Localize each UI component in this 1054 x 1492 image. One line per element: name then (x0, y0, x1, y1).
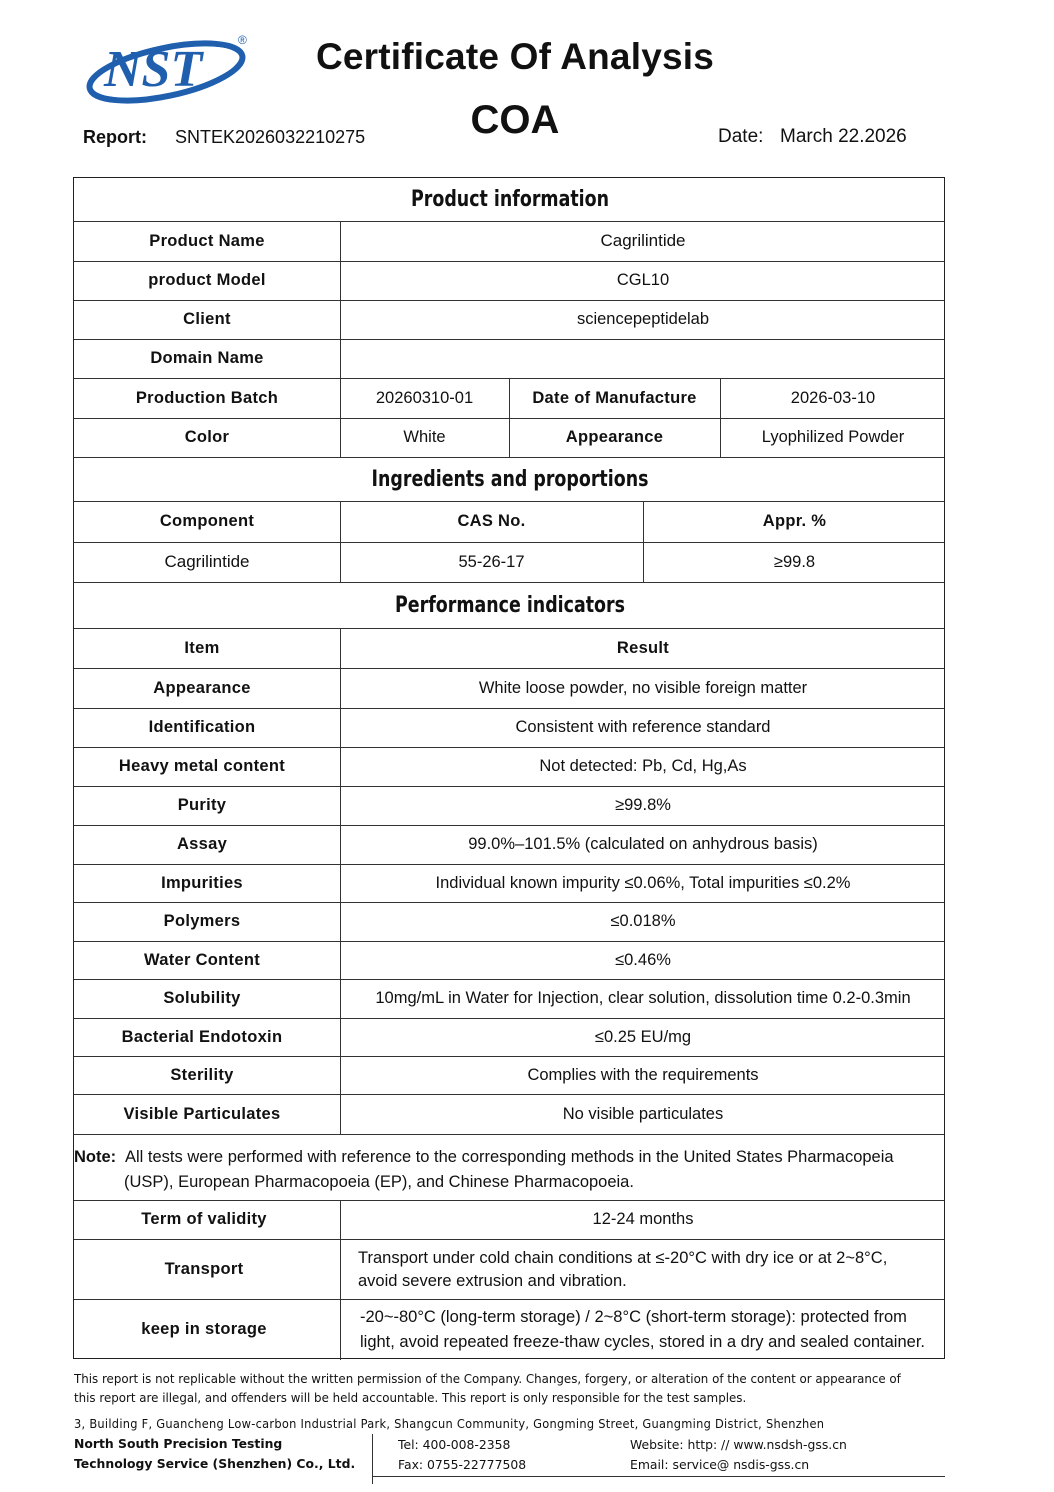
col-component: Component (159, 512, 255, 530)
table-row-item: Appearance (153, 678, 251, 697)
transport-value (358, 1247, 887, 1293)
logo-text: NST (104, 41, 203, 98)
document-subtitle: COA (470, 98, 560, 142)
disclaimer (74, 1369, 946, 1407)
domain-name-value (340, 339, 946, 378)
color-value: White (403, 428, 446, 446)
disclaimer-line-1: This report is not replicable without the written permission of the Company. Changes, forgery, or alteration of the content or appearance of (74, 1371, 901, 1386)
table-row-result: White loose powder, no visible foreign matter (478, 678, 808, 697)
table-row-result: Consistent with reference standard (515, 718, 771, 736)
production-batch-value: 20260310-01 (375, 388, 474, 407)
report-label: Report: (83, 127, 147, 147)
keep-in-storage-line-2: light, avoid repeated freeze-thaw cycles, stored in a dry and sealed container. (360, 1333, 925, 1351)
transport-line-1: Transport under cold chain conditions at ≤-20°C with dry ice or at 2~8°C, (358, 1249, 888, 1267)
date-of-manufacture-value: 2026-03-10 (790, 388, 876, 407)
fax: Fax: 0755-22777508 (398, 1457, 527, 1472)
table-row-result: ≤0.018% (610, 912, 676, 930)
table-row-item: Impurities (161, 873, 243, 892)
note-line-2: (USP), European Pharmacopoeia (EP), and Chinese Pharmacopoeia. (124, 1173, 634, 1191)
table-row-result: Not detected: Pb, Cd, Hg,As (539, 757, 747, 775)
product-model-label: product Model (148, 271, 266, 289)
table-row-result: Individual known impurity ≤0.06%, Total impurities ≤0.2% (435, 873, 851, 892)
col-appr-percent: Appr. % (762, 512, 827, 530)
telephone: Tel: 400-008-2358 (398, 1437, 511, 1452)
table-row-item: Identification (148, 718, 256, 736)
client-label: Client (183, 310, 231, 328)
table-row-result: 99.0%–101.5% (calculated on anhydrous basis) (468, 835, 818, 853)
table-row-item: Heavy metal content (118, 757, 286, 775)
table-row-result: ≤0.46% (615, 950, 671, 969)
disclaimer-line-2: this report are illegal, and offenders will be held accountable. This report is only responsible for the test samples. (74, 1390, 747, 1405)
transport-label: Transport (164, 1259, 244, 1278)
table-row-item: Assay (176, 835, 228, 853)
table-row-item: Polymers (163, 912, 241, 930)
table-row-result: 10mg/mL in Water for Injection, clear solution, dissolution time 0.2-0.3min (375, 989, 911, 1007)
component-value: Cagrilintide (164, 552, 250, 571)
appr-value: ≥99.8 (773, 552, 816, 571)
footer-divider-horizontal (372, 1476, 945, 1477)
date-label: Date: (718, 126, 764, 147)
term-of-validity-value: 12-24 months (592, 1210, 694, 1228)
analysis-table (73, 177, 945, 1359)
date-of-manufacture-label: Date of Manufacture (532, 388, 697, 407)
keep-in-storage-value (360, 1305, 925, 1355)
keep-in-storage-label: keep in storage (141, 1320, 267, 1338)
section-performance: Performance indicators (395, 592, 625, 618)
note-label: Note: (74, 1148, 117, 1166)
table-row-result: No visible particulates (562, 1104, 724, 1123)
table-row-item: Visible Particulates (123, 1104, 281, 1123)
logo-registered-mark: ® (238, 33, 247, 47)
client-value: sciencepeptidelab (576, 310, 710, 328)
table-row-item: Solubility (163, 989, 241, 1007)
col-cas-no: CAS No. (457, 512, 526, 530)
appearance-value: Lyophilized Powder (761, 428, 905, 446)
date-value: March 22.2026 (780, 126, 907, 147)
report-number: SNTEK2026032210275 (175, 127, 366, 147)
production-batch-label: Production Batch (135, 388, 279, 407)
product-name-value: Cagrilintide (600, 231, 686, 250)
table-row-item: Water Content (143, 950, 261, 969)
email: Email: service@ nsdis-gss.cn (630, 1457, 810, 1472)
col-item: Item (184, 638, 220, 657)
company-name-line-1: North South Precision Testing (74, 1436, 283, 1451)
domain-name-label: Domain Name (150, 349, 264, 367)
table-row-item: Bacterial Endotoxin (121, 1027, 283, 1046)
transport-line-2: avoid severe extrusion and vibration. (358, 1272, 627, 1290)
table-row-item: Sterility (170, 1065, 234, 1084)
note-line-1: All tests were performed with reference to the corresponding methods in the United States Pharmacopeia (125, 1148, 894, 1166)
appearance-label: Appearance (565, 428, 664, 446)
company-name-line-2: Technology Service (Shenzhen) Co., Ltd. (74, 1456, 356, 1471)
website: Website: http: // www.nsdsh-gss.cn (630, 1437, 847, 1452)
product-name-label: Product Name (149, 231, 265, 250)
company-address: 3, Building F, Guancheng Low-carbon Industrial Park, Shangcun Community, Gongming Street, Guangming District, Shenzhen (74, 1416, 825, 1431)
document-title: Certificate Of Analysis (315, 36, 715, 77)
table-row-item: Purity (177, 796, 227, 814)
table-row-result: ≥99.8% (615, 796, 671, 814)
product-model-value: CGL10 (616, 271, 670, 289)
col-result: Result (616, 638, 670, 657)
keep-in-storage-line-1: -20~-80°C (long-term storage) / 2~8°C (short-term storage): protected from (360, 1308, 907, 1326)
color-label: Color (184, 428, 230, 446)
cas-value: 55-26-17 (458, 552, 525, 571)
section-ingredients: Ingredients and proportions (371, 466, 649, 492)
section-product-information: Product information (411, 187, 609, 212)
table-row-result: ≤0.25 EU/mg (594, 1027, 692, 1046)
table-row-result: Complies with the requirements (527, 1065, 759, 1084)
term-of-validity-label: Term of validity (141, 1210, 267, 1228)
